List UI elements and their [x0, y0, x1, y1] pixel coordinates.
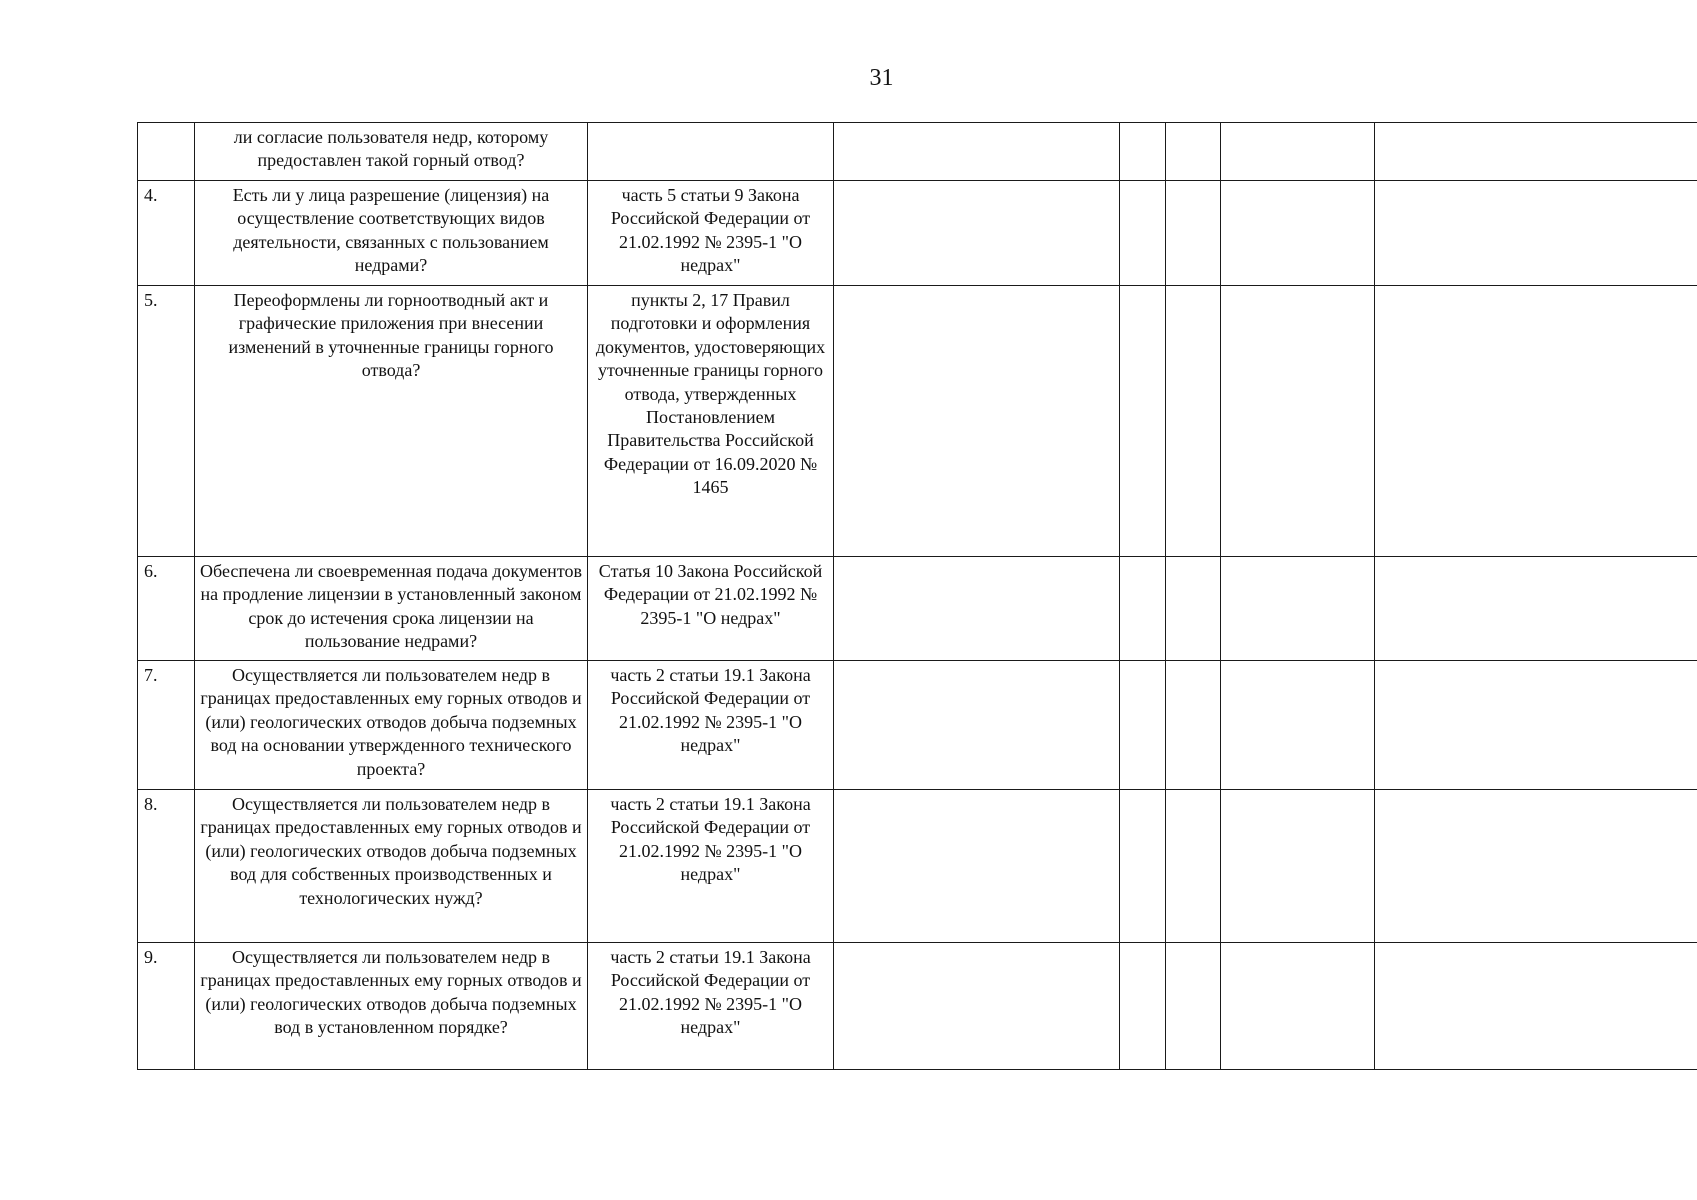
table-row	[138, 181, 1697, 286]
reference-cell: часть 2 статьи 19.1 Закона Российской Федерации от 21.02.1992 № 2395-1 "О недрах"	[588, 943, 834, 1070]
answer-cell	[1166, 661, 1221, 790]
table-row	[138, 661, 1697, 790]
answer-cell	[1375, 661, 1697, 790]
row-number: 9.	[138, 943, 195, 1070]
answer-cell	[1120, 286, 1166, 557]
row-number: 7.	[138, 661, 195, 790]
answer-cell	[834, 661, 1120, 790]
question-cell: Есть ли у лица разрешение (лицензия) на осуществление соответствующих видов деятельности, связанных с пользованием недрами?	[195, 181, 588, 286]
answer-cell	[834, 181, 1120, 286]
answer-cell	[1375, 557, 1697, 661]
reference-cell: часть 5 статьи 9 Закона Российской Федерации от 21.02.1992 № 2395-1 "О недрах"	[588, 181, 834, 286]
reference-cell: пункты 2, 17 Правил подготовки и оформления документов, удостоверяющих уточненные границы горного отвода, утвержденных Постановлением Правительства Российской Федерации от 16.09.2020 № 1465	[588, 286, 834, 557]
reference-cell: часть 2 статьи 19.1 Закона Российской Федерации от 21.02.1992 № 2395-1 "О недрах"	[588, 790, 834, 943]
answer-cell	[834, 790, 1120, 943]
reference-cell: часть 2 статьи 19.1 Закона Российской Федерации от 21.02.1992 № 2395-1 "О недрах"	[588, 661, 834, 790]
answer-cell	[1166, 790, 1221, 943]
question-cell: Обеспечена ли своевременная подача документов на продление лицензии в установленный законом срок до истечения срока лицензии на пользование недрами?	[195, 557, 588, 661]
answer-cell	[834, 123, 1120, 181]
answer-cell	[1375, 123, 1697, 181]
answer-cell	[1221, 557, 1375, 661]
answer-cell	[1221, 181, 1375, 286]
answer-cell	[1221, 790, 1375, 943]
reference-cell	[588, 123, 834, 181]
checklist-table	[137, 122, 1697, 1070]
question-cell: Осуществляется ли пользователем недр в границах предоставленных ему горных отводов и (или) геологических отводов добыча подземных вод для собственных производственных и технологических нужд?	[195, 790, 588, 943]
page-number: 31	[869, 65, 894, 91]
row-number: 5.	[138, 286, 195, 557]
answer-cell	[834, 286, 1120, 557]
answer-cell	[1166, 181, 1221, 286]
answer-cell	[1120, 123, 1166, 181]
answer-cell	[1221, 123, 1375, 181]
answer-cell	[1375, 181, 1697, 286]
answer-cell	[1221, 286, 1375, 557]
row-number	[138, 123, 195, 181]
answer-cell	[1375, 286, 1697, 557]
answer-cell	[1375, 790, 1697, 943]
question-cell: Осуществляется ли пользователем недр в границах предоставленных ему горных отводов и (или) геологических отводов добыча подземных вод на основании утвержденного технического проекта?	[195, 661, 588, 790]
reference-cell: Статья 10 Закона Российской Федерации от 21.02.1992 № 2395-1 "О недрах"	[588, 557, 834, 661]
answer-cell	[1120, 661, 1166, 790]
answer-cell	[1166, 557, 1221, 661]
table-row	[138, 790, 1697, 943]
answer-cell	[1120, 181, 1166, 286]
table-row	[138, 943, 1697, 1070]
answer-cell	[1120, 557, 1166, 661]
answer-cell	[1221, 943, 1375, 1070]
table-row	[138, 557, 1697, 661]
table-row	[138, 123, 1697, 181]
answer-cell	[1375, 943, 1697, 1070]
question-cell: Переоформлены ли горноотводный акт и графические приложения при внесении изменений в уточненные границы горного отвода?	[195, 286, 588, 557]
answer-cell	[834, 943, 1120, 1070]
row-number: 4.	[138, 181, 195, 286]
answer-cell	[1166, 943, 1221, 1070]
table-row	[138, 286, 1697, 557]
answer-cell	[1120, 943, 1166, 1070]
row-number: 6.	[138, 557, 195, 661]
row-number: 8.	[138, 790, 195, 943]
answer-cell	[1166, 123, 1221, 181]
answer-cell	[1221, 661, 1375, 790]
answer-cell	[834, 557, 1120, 661]
answer-cell	[1120, 790, 1166, 943]
question-cell: Осуществляется ли пользователем недр в границах предоставленных ему горных отводов и (или) геологических отводов добыча подземных вод в установленном порядке?	[195, 943, 588, 1070]
question-cell: ли согласие пользователя недр, которому предоставлен такой горный отвод?	[195, 123, 588, 181]
answer-cell	[1166, 286, 1221, 557]
